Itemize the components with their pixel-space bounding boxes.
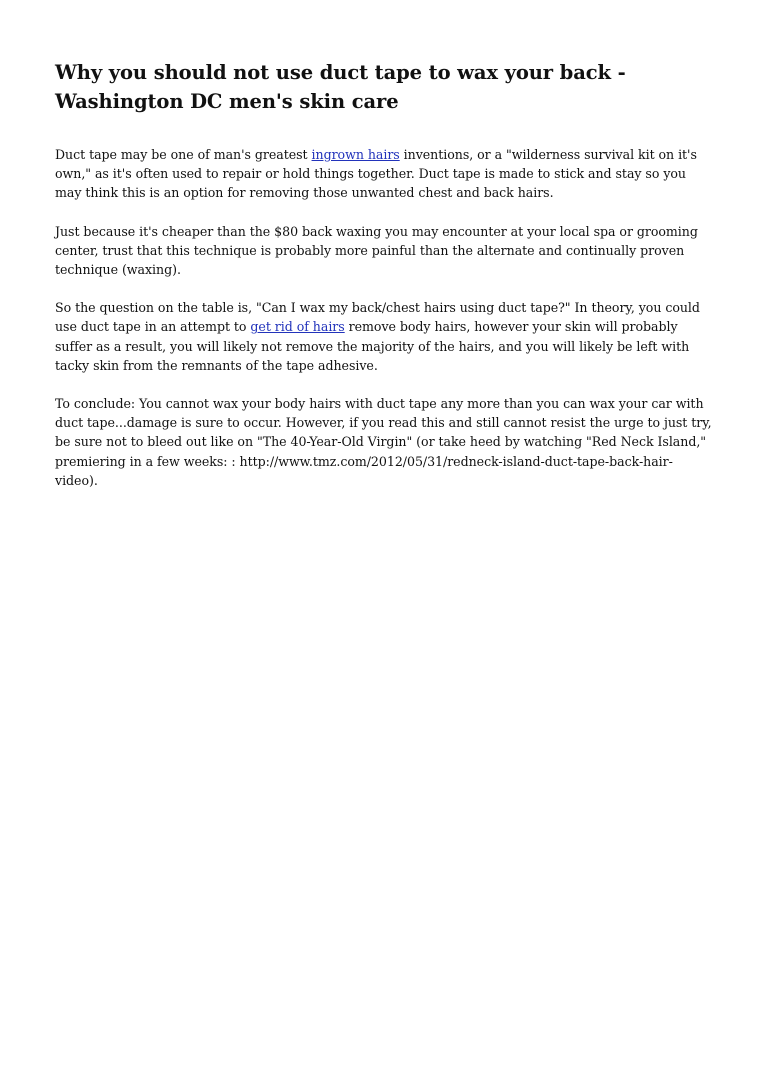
ingrown-hairs-link[interactable]: ingrown hairs [311, 147, 400, 162]
paragraph-3 [55, 298, 715, 375]
document-page [55, 58, 715, 509]
page-title: Why you should not use duct tape to wax your back - Washington DC men's skin care [55, 61, 626, 113]
paragraph-3-text-before: So the question on the table is, "Can I wax my back/chest hairs using duct tape?" In theory, you could use duct tape in an attempt to [55, 300, 700, 335]
article-body [55, 145, 715, 490]
paragraph-1-text-after: inventions, or a "wilderness survival kit on it's own," as it's often used to repair or hold things together. Duct tape is made to stick and stay so you may think this is an option for removing those unwanted chest and back hairs. [55, 147, 697, 201]
paragraph-3-text-after: remove body hairs, however your skin will probably suffer as a result, you will likely not remove the majority of the hairs, and you will likely be left with tacky skin from the remnants of the tape adhesive. [55, 319, 690, 373]
paragraph-1 [55, 145, 715, 203]
paragraph-2: Just because it's cheaper than the $80 back waxing you may encounter at your local spa or grooming center, trust that this technique is probably more painful than the alternate and continually proven technique (waxing). [55, 223, 698, 278]
paragraph-1-text-before: Duct tape may be one of man's greatest [55, 147, 312, 162]
paragraph-4: To conclude: You cannot wax your body hairs with duct tape any more than you can wax your car with duct tape...damage is sure to occur. However, if you read this and still cannot resist the urge to just try, be sure not to bleed out like on "The 40-Year-Old Virgin" (or take heed by watching "Red Neck Island," premiering in a few weeks: : http://www.tmz.com/2012/05/31/redneck-island-duct-tape-back-hair-video). [55, 396, 712, 488]
get-rid-of-hairs-link[interactable]: get rid of hairs [250, 319, 345, 335]
